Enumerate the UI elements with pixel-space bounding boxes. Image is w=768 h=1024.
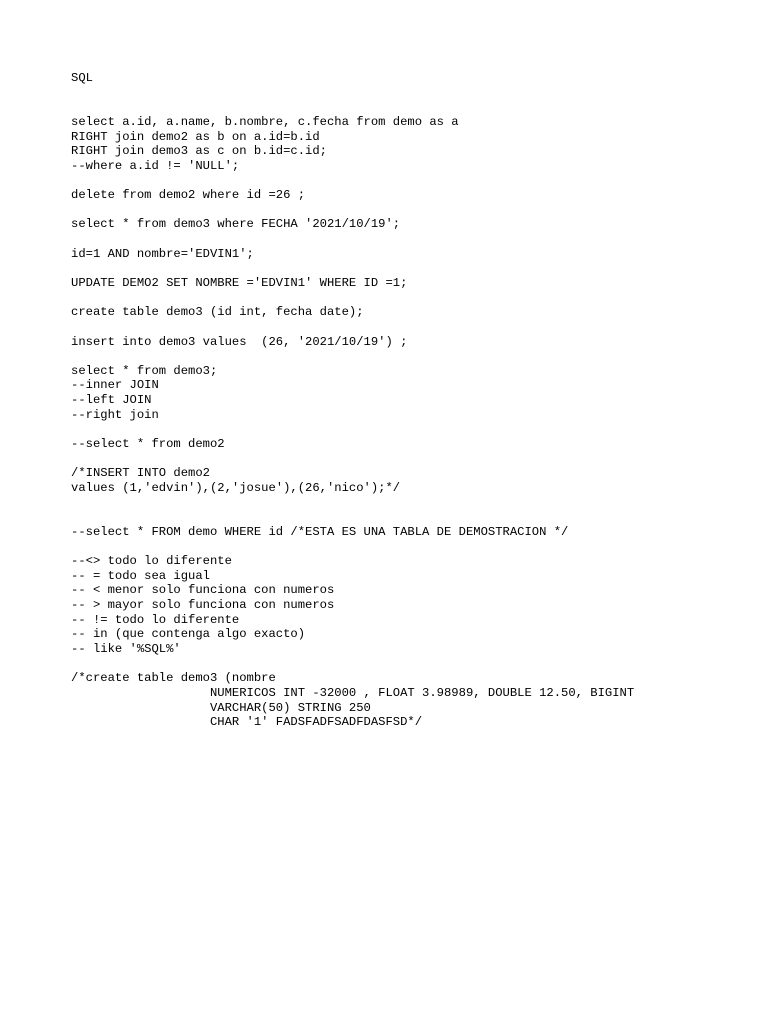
text-line xyxy=(71,203,751,218)
text-line xyxy=(71,261,751,276)
text-line: select a.id, a.name, b.nombre, c.fecha from demo as a xyxy=(71,114,459,129)
text-line: values (1,'edvin'),(2,'josue'),(26,'nico');*/ xyxy=(71,480,401,495)
text-line: -- = todo sea igual xyxy=(71,568,210,583)
text-line: --left JOIN xyxy=(71,393,152,408)
text-line xyxy=(71,349,751,364)
text-line xyxy=(71,422,751,437)
text-line xyxy=(71,657,751,672)
text-line: CHAR '1' FADSFADFSADFDASFSD*/ xyxy=(71,715,423,730)
text-line: select * from demo3; xyxy=(71,363,218,378)
text-line: --<> todo lo diferente xyxy=(71,554,232,569)
text-line: select * from demo3 where FECHA '2021/10/19'; xyxy=(71,217,401,232)
text-line: RIGHT join demo2 as b on a.id=b.id xyxy=(71,129,320,144)
text-line: -- > mayor solo funciona con numeros xyxy=(71,598,335,613)
text-line: RIGHT join demo3 as c on b.id=c.id; xyxy=(71,144,327,159)
text-line xyxy=(71,510,751,525)
text-line: --where a.id != 'NULL'; xyxy=(71,158,240,173)
text-line: insert into demo3 values (26, '2021/10/19') ; xyxy=(71,334,408,349)
text-line: id=1 AND nombre='EDVIN1'; xyxy=(71,246,254,261)
text-line: NUMERICOS INT -32000 , FLOAT 3.98989, DOUBLE 12.50, BIGINT xyxy=(71,685,635,700)
text-line xyxy=(71,173,751,188)
text-line: UPDATE DEMO2 SET NOMBRE ='EDVIN1' WHERE ID =1; xyxy=(71,275,408,290)
text-line: --select * FROM demo WHERE id /*ESTA ES UNA TABLA DE DEMOSTRACION */ xyxy=(71,524,569,539)
text-line: --right join xyxy=(71,407,159,422)
text-line xyxy=(71,320,751,335)
text-line xyxy=(71,232,751,247)
text-line: /*INSERT INTO demo2 xyxy=(71,466,210,481)
text-line: delete from demo2 where id =26 ; xyxy=(71,188,306,203)
text-line: -- != todo lo diferente xyxy=(71,612,240,627)
text-line: --select * from demo2 xyxy=(71,437,225,452)
document-page xyxy=(71,71,751,730)
text-line xyxy=(71,496,751,511)
text-line: /*create table demo3 (nombre xyxy=(71,671,276,686)
text-line xyxy=(71,100,751,115)
text-line: --inner JOIN xyxy=(71,378,159,393)
text-line xyxy=(71,291,751,306)
text-line xyxy=(71,540,751,555)
text-line: -- like '%SQL%' xyxy=(71,641,181,656)
text-line xyxy=(71,86,751,101)
text-line: -- < menor solo funciona con numeros xyxy=(71,583,335,598)
text-line xyxy=(71,452,751,467)
text-line: create table demo3 (id int, fecha date); xyxy=(71,305,364,320)
document-title: SQL xyxy=(71,71,93,85)
text-line: -- in (que contenga algo exacto) xyxy=(71,627,306,642)
text-line: VARCHAR(50) STRING 250 xyxy=(71,700,371,715)
